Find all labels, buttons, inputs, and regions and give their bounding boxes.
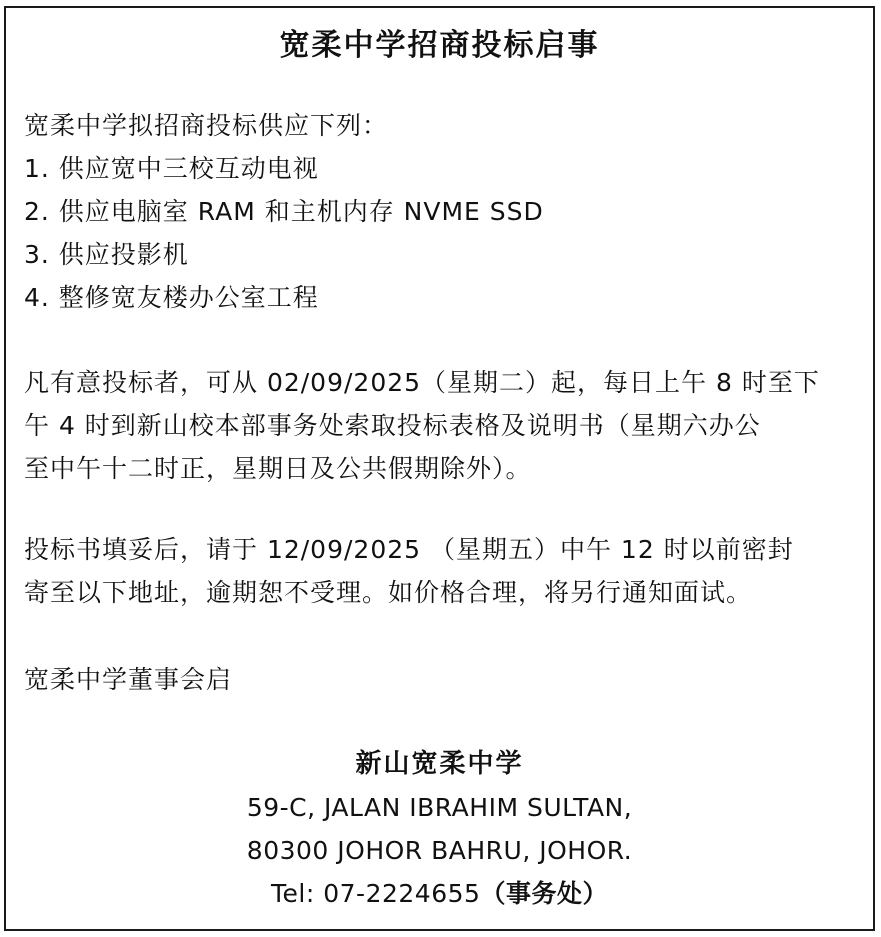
- paragraph-line: 投标书填妥后，请于 12/09/2025 （星期五）中午 12 时以前密封: [24, 535, 794, 564]
- office-label: （事务处）: [480, 879, 608, 908]
- address-line: 59-C, JALAN IBRAHIM SULTAN,: [246, 793, 633, 822]
- telephone-number: Tel: 07-2224655: [271, 879, 481, 908]
- list-item: 2. 供应电脑室 RAM 和主机内存 NVME SSD: [24, 197, 544, 226]
- address-line: 80300 JOHOR BAHRU, JOHOR.: [246, 836, 633, 865]
- signature-text: 宽柔中学董事会启: [24, 665, 233, 694]
- list-item: 4. 整修宽友楼办公室工程: [24, 283, 319, 312]
- contact-telephone: [6, 873, 873, 915]
- notice-frame: [4, 6, 875, 931]
- list-item: 3. 供应投影机: [24, 240, 189, 269]
- paragraph-line: 寄至以下地址，逾期恕不受理。如价格合理，将另行通知面试。: [24, 578, 753, 607]
- notice-title: 宽柔中学招商投标启事: [279, 28, 600, 63]
- collection-instructions-paragraph: [24, 361, 859, 490]
- submission-instructions-paragraph: [24, 528, 859, 614]
- intro-text: 宽柔中学拟招商投标供应下列：: [24, 111, 389, 140]
- paragraph-line: 凡有意投标者，可从 02/09/2025（星期二）起，每日上午 8 时至下: [24, 368, 820, 397]
- school-name: 新山宽柔中学: [355, 749, 524, 779]
- paragraph-line: 午 4 时到新山校本部事务处索取投标表格及说明书（星期六办公: [24, 411, 761, 440]
- list-item: 1. 供应宽中三校互动电视: [24, 154, 319, 183]
- paragraph-line: 至中午十二时正，星期日及公共假期除外）。: [24, 454, 532, 483]
